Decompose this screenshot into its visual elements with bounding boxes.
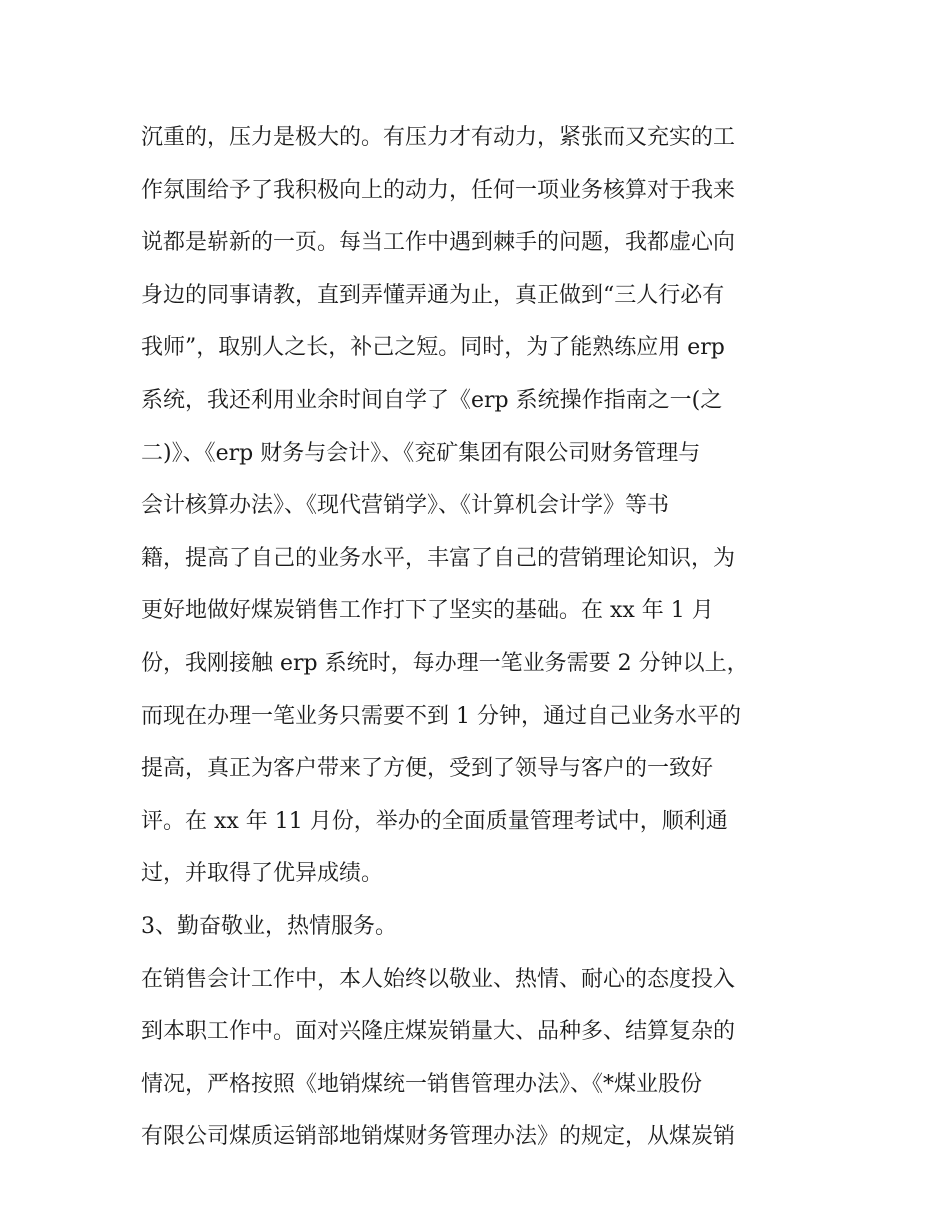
text-line: 情况，严格按照《地销煤统一销售管理办法》、《*煤业股份 [141, 1071, 703, 1097]
body-text [141, 112, 821, 1164]
text-line: 份，我刚接触 erp 系统时，每办理一笔业务需要 2 分钟以上， [141, 650, 749, 676]
text-line: 二)》、《erp 财务与会计》、《兖矿集团有限公司财务管理与 [141, 440, 701, 466]
text-line: 提高，真正为客户带来了方便，受到了领导与客户的一致好 [141, 756, 714, 782]
text-line: 过，并取得了优异成绩。 [141, 861, 384, 887]
text-line: 而现在办理一笔业务只需要不到 1 分钟，通过自己业务水平的 [141, 703, 741, 729]
text-line: 在销售会计工作中，本人始终以敬业、热情、耐心的态度投入 [141, 966, 736, 992]
text-line: 沉重的，压力是极大的。有压力才有动力，紧张而又充实的工 [141, 125, 736, 150]
text-line: 系统，我还利用业余时间自学了《erp 系统操作指南之一(之 [141, 387, 723, 413]
text-line: 评。在 xx 年 11 月份，举办的全面质量管理考试中，顺利通 [141, 808, 728, 834]
text-line: 作氛围给予了我积极向上的动力，任何一项业务核算对于我来 [141, 177, 736, 203]
text-line: 到本职工作中。面对兴隆庄煤炭销量大、品种多、结算复杂的 [141, 1019, 736, 1045]
text-line: 有限公司煤质运销部地销煤财务管理办法》的规定，从煤炭销 [141, 1124, 736, 1150]
text-line: 说都是崭新的一页。每当工作中遇到棘手的问题，我都虚心向 [141, 230, 736, 256]
text-line: 身边的同事请教，直到弄懂弄通为止，真正做到“三人行必有 [141, 282, 725, 308]
text-line: 我师”，取别人之长，补己之短。同时，为了能熟练应用 erp [141, 335, 725, 361]
text-line: 籍，提高了自己的业务水平，丰富了自己的营销理论知识，为 [141, 545, 736, 571]
text-line: 会计核算办法》、《现代营销学》、《计算机会计学》等书 [141, 493, 670, 519]
text-line: 更好地做好煤炭销售工作打下了坚实的基础。在 xx 年 1 月 [141, 598, 714, 624]
section-heading: 3、勤奋敬业，热情服务。 [141, 913, 397, 939]
